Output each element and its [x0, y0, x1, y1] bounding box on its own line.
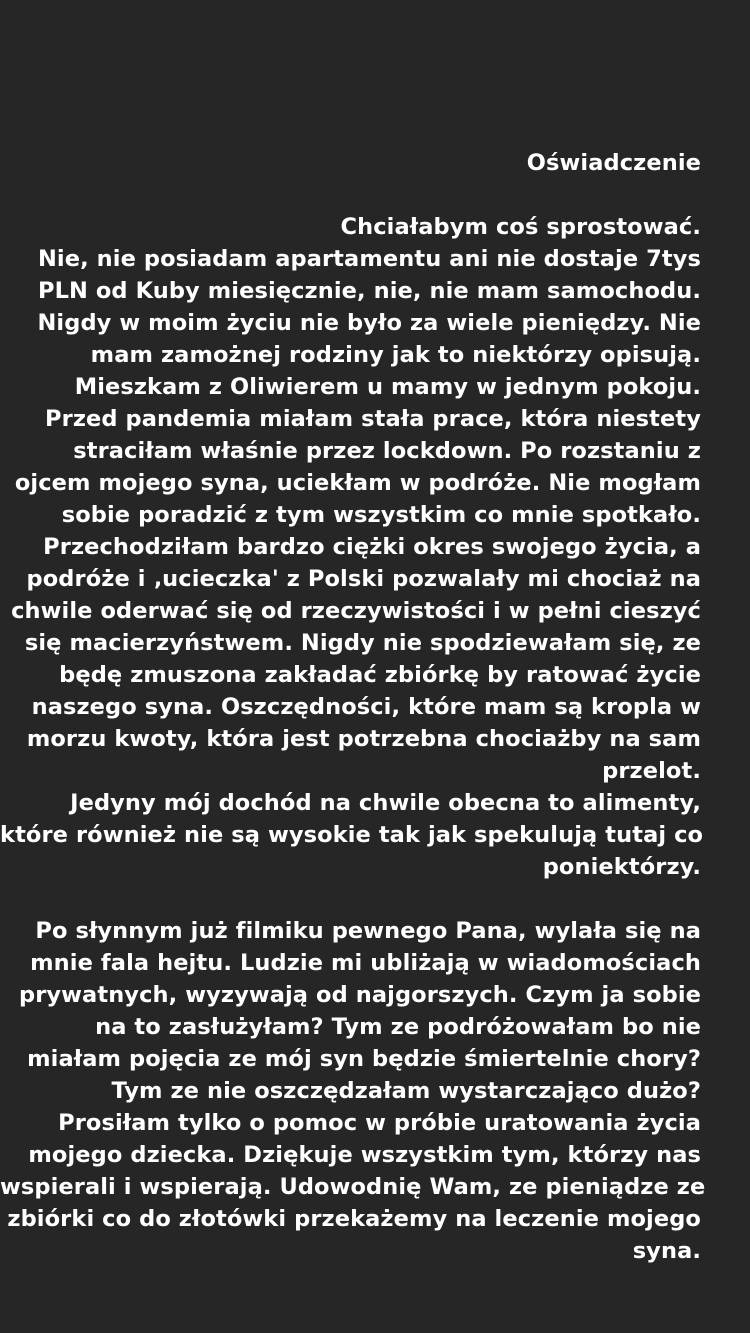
statement-line: będę zmuszona zakładać zbiórkę by ratować życie — [59, 662, 701, 688]
statement-line: przelot. — [602, 758, 701, 784]
statement-line: sobie poradzić z tym wszystkim co mnie spotkało. — [61, 502, 701, 528]
statement-line: Nie, nie posiadam apartamentu ani nie dostaje 7tys — [37, 246, 701, 272]
statement-line: poniektórzy. — [542, 854, 701, 880]
statement-line: syna. — [632, 1238, 701, 1264]
statement-line: Jedyny mój dochód na chwile obecna to alimenty, — [70, 790, 701, 816]
statement-title: Oświadczenie — [526, 150, 701, 176]
statement-line: Chciałabym coś sprostować. — [340, 214, 701, 240]
statement-line: Po słynnym już filmiku pewnego Pana, wylała się na — [35, 918, 701, 944]
statement-line: mojego dziecka. Dziękuje wszystkim tym, którzy nas — [28, 1142, 701, 1168]
statement-line: Przechodziłam bardzo ciężki okres swojego życia, a — [43, 534, 701, 560]
statement-line: Przed pandemia miałam stała prace, która niestety — [45, 406, 701, 432]
statement-line: wspierali i wspierają. Udowodnię Wam, ze pieniądze ze — [0, 1174, 706, 1200]
statement-line: morzu kwoty, która jest potrzebna chociażby na sam — [26, 726, 701, 752]
statement-line: mam zamożnej rodziny jak to niektórzy opisują. — [90, 342, 701, 368]
statement-line: chwile oderwać się od rzeczywistości i w pełni cieszyć — [11, 598, 701, 624]
statement-line: ojcem mojego syna, uciekłam w podróże. Nie mogłam — [14, 470, 701, 496]
statement-line: Tym ze nie oszczędzałam wystarczająco dużo? — [111, 1078, 701, 1104]
statement-line: się macierzyństwem. Nigdy nie spodziewałam się, ze — [24, 630, 701, 656]
statement-line: na to zasłużyłam? Tym ze podróżowałam bo nie — [95, 1014, 701, 1040]
statement-line: zbiórki co do złotówki przekażemy na leczenie mojego — [7, 1206, 701, 1232]
statement-line: mnie fala hejtu. Ludzie mi ubliżają w wiadomościach — [30, 950, 701, 976]
statement-line: PLN od Kuby miesięcznie, nie, nie mam samochodu. — [37, 278, 701, 304]
statement-line: Nigdy w moim życiu nie było za wiele pieniędzy. Nie — [37, 310, 701, 336]
statement-line: Mieszkam z Oliwierem u mamy w jednym pokoju. — [74, 374, 701, 400]
statement-line: podróże i ‚ucieczka' z Polski pozwalały mi chociaż na — [26, 566, 701, 592]
statement-line: miałam pojęcia ze mój syn będzie śmiertelnie chory? — [27, 1046, 701, 1072]
statement-line: prywatnych, wyzywają od najgorszych. Czym ja sobie — [19, 982, 701, 1008]
statement-line: Prosiłam tylko o pomoc w próbie uratowania życia — [58, 1110, 701, 1136]
statement-line: które również nie są wysokie tak jak spekulują tutaj co — [0, 822, 704, 848]
statement-line: naszego syna. Oszczędności, które mam są kropla w — [31, 694, 701, 720]
statement-line: straciłam właśnie przez lockdown. Po rozstaniu z — [73, 438, 701, 464]
